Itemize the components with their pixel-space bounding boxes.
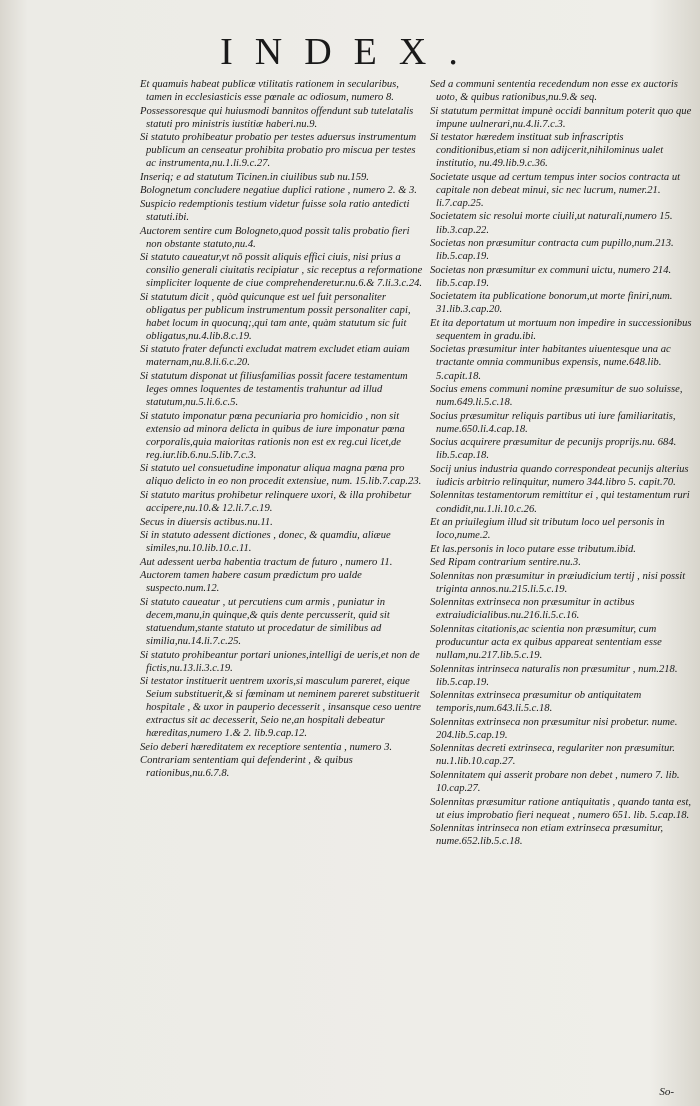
index-entry: Et ita deportatum ut mortuum non impedire in successionibus sequentem in gradu.ibi. [430, 317, 692, 342]
index-entry: Societas præsumitur inter habitantes uiuentesque una ac tractante omnia communibus expensis, nume.648.lib. 5.capit.18. [430, 344, 671, 382]
index-entry: Socius acquirere præsumitur de pecunijs proprijs.nu. 684. lib.5.cap.18. [430, 437, 677, 462]
index-entry: Et an priuilegium illud sit tributum loco uel personis in loco,nume.2. [430, 517, 665, 542]
index-entry: Solennitas non præsumitur in præiudicium tertij , nisi possit triginta annos.nu.215.li.5.c.19. [430, 570, 686, 595]
index-column-right [430, 78, 692, 849]
index-entry: Solennitas citationis,ac scientia non præsumitur, cum producuntur acta ex quibus appareat sententiam esse nullam,nu.217.lib.5.c.19. [430, 623, 662, 662]
index-entry: Si testator hæredem instituat sub infrascriptis conditionibus,etiam si non adijcerit,nihilominus ualet institutio, nu.49.lib.9.c.36. [430, 132, 664, 170]
index-entry: Solennitas decreti extrinseca, regulariter non præsumitur. nu.1.lib.10.cap.27. [430, 743, 675, 768]
index-entry: Secus in diuersis actibus.nu.11. [140, 516, 273, 528]
index-entry: Solennitas intrinseca naturalis non præsumitur , num.218. lib.5.cap.19. [430, 663, 678, 688]
index-entry: Societatem sic resolui morte ciuili,ut naturali,numero 15. lib.3.cap.22. [430, 211, 673, 236]
index-entry: Si statuto prohibeantur portari uniones,intelligi de ueris,et non de fictis,nu.13.li.3.c.19. [140, 649, 420, 674]
index-entry: Si statuto caueatur,vt nō possit aliquis effici ciuis, nisi prius a consilio generali ciuitatis recipiatur , sic receptus a reformatione simpliciter loquente de ciue comprehenderetur.nu.6.& 7.li.3.c.24. [140, 252, 423, 290]
index-entry: Et quamuis habeat publicæ vtilitatis rationem in secularibus, tamen in ecclesiasticis esse pœnale ac odiosum, numero 8. [140, 79, 399, 104]
index-entry: Si statuto uel consuetudine imponatur aliqua magna pœna pro aliquo delicto in eo non procedit extensiue, num. 15.lib.7.cap.23. [140, 463, 422, 488]
index-entry: Societatem ita publicatione bonorum,ut morte finiri,num. 31.lib.3.cap.20. [430, 291, 673, 316]
index-entry: Socij unius industria quando correspondeat pecunijs alterius iudicis arbitrio relinquitur, numero 344.libro 5. capit.70. [430, 463, 689, 488]
index-column-left [140, 78, 425, 781]
index-entry: Contrariam sententiam qui defenderint , & quibus rationibus,nu.6.7.8. [140, 755, 353, 780]
index-entry: Si statutum disponat ut filiusfamilias possit facere testamentum leges omnes loquentes de testamentis trahuntur ad illud statutum,nu.5.li.6.c.5. [140, 371, 408, 409]
index-entry: Si statuto imponatur pœna pecuniaria pro homicidio , non sit extensio ad minora delicta in quibus de iure imponatur pœna corporalis,quia maioritas rationis non est ex reg.cui licet,de reg.iur.lib.6.nu.5.lib.7.c.3. [140, 410, 405, 461]
index-entry: Solennitas extrinseca non præsumitur nisi probetur. nume. 204.lib.5.cap.19. [430, 716, 678, 741]
index-entry: Inseriq; e ad statutum Ticinen.in ciuilibus sub nu.159. [140, 171, 369, 183]
index-entry: Sed a communi sententia recedendum non esse ex auctoris uoto, & quibus rationibus,nu.9.& seq. [430, 79, 678, 104]
index-entry: Solennitas intrinseca non etiam extrinseca præsumitur, nume.652.lib.5.c.18. [430, 823, 664, 848]
index-entry: Auctorem sentire cum Bologneto,quod possit talis probatio fieri non obstante statuto,nu.4. [140, 225, 410, 250]
index-entry: Societas non præsumitur ex communi uictu, numero 214. lib.5.cap.19. [430, 264, 672, 289]
index-entry: Si in statuto adessent dictiones , donec, & quamdiu, aliæue similes,nu.10.lib.10.c.11. [140, 530, 391, 555]
index-entry: Si statutum permittat impunè occidi bannitum poterit quo que impune uulnerari,nu.4.li.7.c.3. [430, 105, 692, 130]
index-entry: Si statuto caueatur , ut percutiens cum armis , puniatur in decem,manu,in quinque,& quis dente percusserit, quid sit statuendum,stante statuto ut procedatur de similibus ad similia,nu.14.li.7.c.25. [140, 596, 390, 647]
page-title: INDEX. [220, 31, 480, 73]
index-entry: Suspicio redemptionis testium videtur fuisse sola ratio antedicti statuti.ibi. [140, 198, 410, 223]
index-entry: Solennitas testamentorum remittitur ei , qui testamentum ruri condidit,nu.1.li.10.c.26. [430, 490, 690, 515]
index-entry: Si statuto maritus prohibetur relinquere uxori, & illa prohibetur accipere,nu.10.& 12.li.7.c.19. [140, 489, 412, 514]
index-entry: Possessoresque qui huiusmodi bannitos offendunt sub tutelatalis statuti pro ministris iustitiæ haberi.nu.9. [140, 105, 414, 130]
index-entry: Si statutum dicit , quòd quicunque est uel fuit personaliter obligatus per publicum instrumentum possit personaliter capi, habet locum in quocunq;,qui tam ante, quàm statutum sic fuit obligatus,nu.4.lib.8.c.19. [140, 291, 411, 342]
index-entry: Societas non præsumitur contracta cum pupillo,num.213. lib.5.cap.19. [430, 238, 674, 263]
index-entry: Solennitas extrinseca non præsumitur in actibus extraiudicialibus.nu.216.li.5.c.16. [430, 597, 635, 622]
index-entry: Si testator instituerit uentrem uxoris,si masculum pareret, eique Seium substituerit,& si fœminam ut neminem pareret substituerit hospitale , & uxor in pauperio decesserit , insansque ceso uentre extractus sit ac decesserit, Seio ne,an hospitali debeatur hæreditas,numero 1.& 2. lib.9.cap.12. [140, 676, 422, 740]
index-entry: Socius præsumitur reliquis partibus uti iure familiaritatis, nume.650.li.4.cap.18. [430, 410, 676, 435]
catchword: So- [659, 1086, 674, 1098]
index-entry: Solennitas præsumitur ratione antiquitatis , quando tanta est, ut eius improbatio fieri nequeat , numero 651. lib. 5.cap.18. [430, 796, 692, 821]
index-entry: Si statuto prohibeatur probatio per testes aduersus instrumentum publicum an censeatur prohibita probatio pro miscua per testes ac instrumenta,nu.1.li.9.c.27. [140, 132, 417, 170]
index-entry: Solennitas extrinseca præsumitur ob antiquitatem temporis,num.643.li.5.c.18. [430, 690, 642, 715]
index-entry: Sed Ripam contrarium sentire.nu.3. [430, 557, 581, 569]
index-entry: Socius emens communi nomine præsumitur de suo soluisse, num.649.li.5.c.18. [430, 384, 683, 409]
index-entry: Bolognetum concludere negatiue duplici ratione , numero 2. & 3. [140, 185, 417, 197]
index-entry: Si statuto frater defuncti excludat matrem excludet etiam auiam maternam,nu.8.li.6.c.20. [140, 344, 410, 369]
index-entry: Societate usque ad certum tempus inter socios contracta ut capitale non debeat minui, sic nec lucrum, numer.21. li.7.cap.25. [430, 171, 681, 209]
index-entry: Solennitatem qui asserit probare non debet , numero 7. lib. 10.cap.27. [430, 769, 680, 794]
index-entry: Seio deberi hæreditatem ex receptiore sententia , numero 3. [140, 741, 393, 753]
index-entry: Auctorem tamen habere casum prædictum pro ualde suspecto.num.12. [140, 570, 362, 595]
index-entry: Et las.personis in loco putare esse tributum.ibid. [430, 543, 636, 555]
index-entry: Aut adessent uerba habentia tractum de futuro , numero 11. [140, 556, 393, 568]
